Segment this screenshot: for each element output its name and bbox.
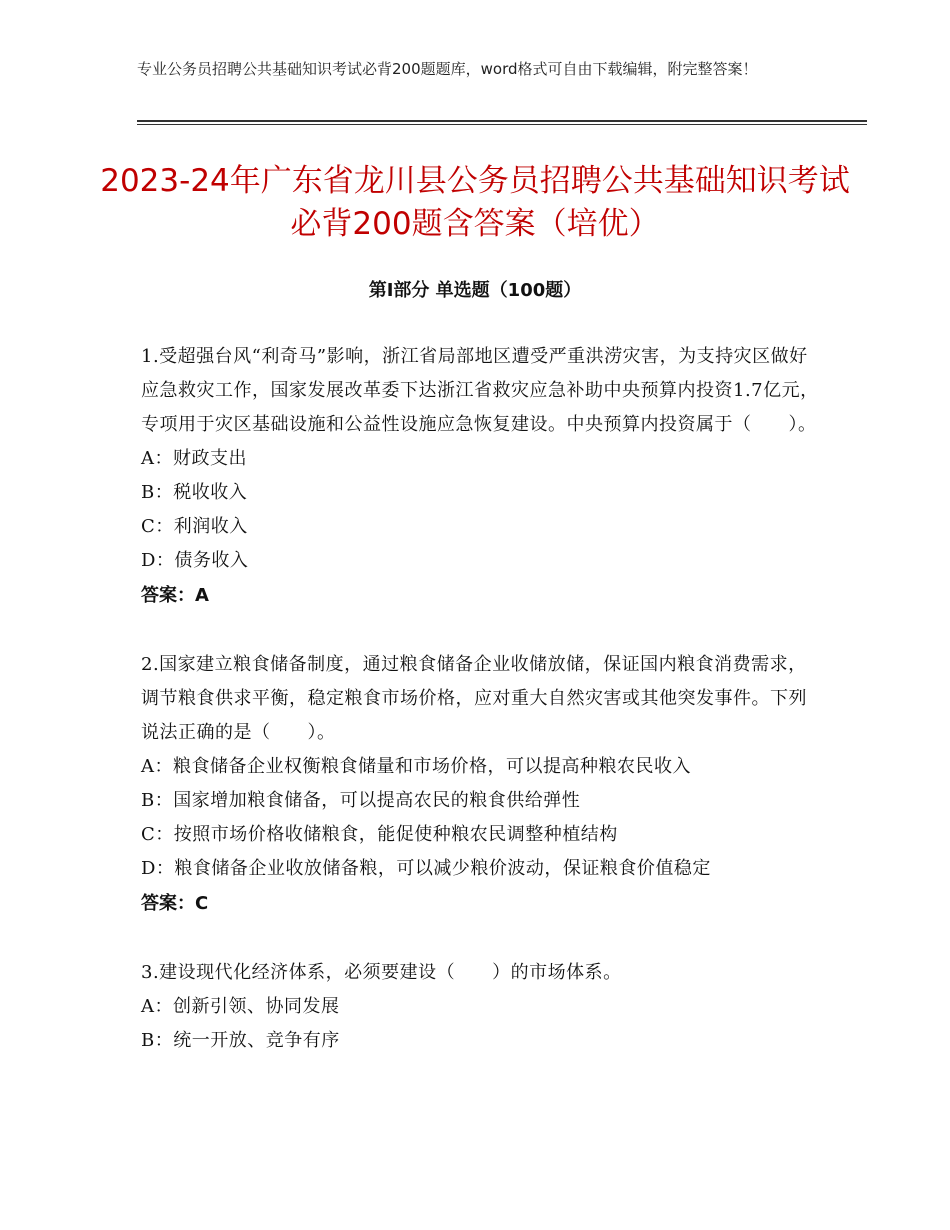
option-a: A：财政支出 — [141, 448, 247, 469]
question-1 — [141, 340, 821, 614]
option-d: D：债务收入 — [141, 550, 249, 571]
header-divider-thin — [137, 124, 867, 125]
option-a: A：创新引领、协同发展 — [141, 996, 340, 1017]
question-list — [141, 340, 821, 1092]
question-2 — [141, 648, 821, 922]
header-divider-thick — [137, 120, 867, 122]
option-a: A：粮食储备企业权衡粮食储量和市场价格，可以提高种粮农民收入 — [141, 756, 691, 777]
question-stem: 2.国家建立粮食储备制度，通过粮食储备企业收储放储，保证国内粮食消费需求，调节粮食供求平衡，稳定粮食市场价格，应对重大自然灾害或其他突发事件。下列说法正确的是（ ）。 — [141, 654, 807, 743]
option-c: C：利润收入 — [141, 516, 248, 537]
question-stem: 1.受超强台风“利奇马”影响，浙江省局部地区遭受严重洪涝灾害，为支持灾区做好应急救灾工作，国家发展改革委下达浙江省救灾应急补助中央预算内投资1.7亿元，专项用于灾区基础设施和公益性设施应急恢复建设。中央预算内投资属于（ ）。 — [141, 346, 819, 435]
document-title: 2023-24年广东省龙川县公务员招聘公共基础知识考试必背200题含答案（培优） — [100, 163, 850, 242]
option-b: B：国家增加粮食储备，可以提高农民的粮食供给弹性 — [141, 790, 581, 811]
header-divider — [137, 120, 867, 126]
option-d: D：粮食储备企业收放储备粮，可以减少粮价波动，保证粮食价值稳定 — [141, 858, 711, 879]
header-note: 专业公务员招聘公共基础知识考试必背200题题库，word格式可自由下载编辑，附完整答案！ — [137, 60, 758, 78]
option-b: B：税收收入 — [141, 482, 248, 503]
answer: 答案：C — [141, 893, 209, 914]
option-b: B：统一开放、竞争有序 — [141, 1030, 340, 1051]
section-title: 第Ⅰ部分 单选题（100题） — [368, 280, 582, 301]
option-c: C：按照市场价格收储粮食，能促使种粮农民调整种植结构 — [141, 824, 618, 845]
question-3 — [141, 956, 821, 1058]
answer: 答案：A — [141, 585, 209, 606]
question-stem: 3.建设现代化经济体系，必须要建设（ ）的市场体系。 — [141, 962, 622, 983]
